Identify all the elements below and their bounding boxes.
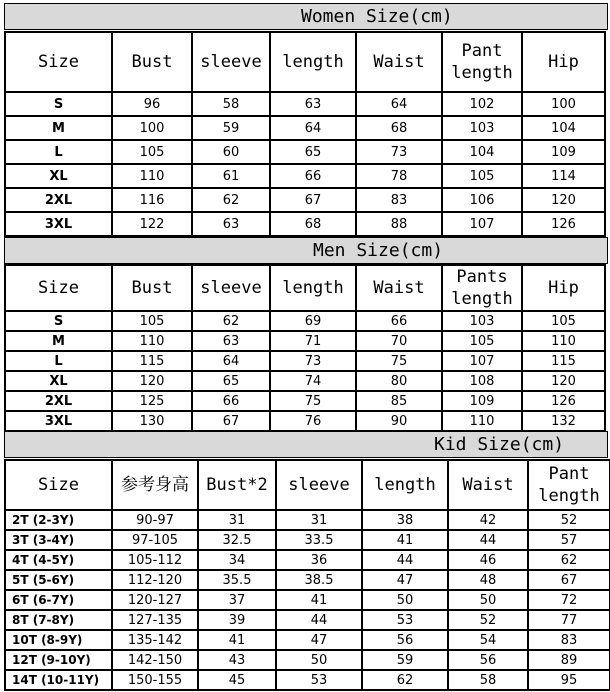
men-table-cell: 110 [522, 331, 605, 351]
men-table-cell: 120 [112, 371, 192, 391]
men-header-cell: Hip [522, 265, 605, 311]
men-table-row [5, 391, 605, 411]
men-table-cell: 62 [192, 311, 270, 331]
kid-table-cell: 95 [528, 670, 610, 690]
kid-table-cell: 35.5 [198, 570, 276, 590]
men-table-cell: 74 [270, 371, 356, 391]
women-table-cell: 73 [356, 140, 442, 164]
kid-size-label: 10T (8-9Y) [5, 630, 112, 650]
kid-table-cell: 34 [198, 550, 276, 570]
kid-table-cell: 112-120 [112, 570, 198, 590]
kid-table-cell: 59 [362, 650, 448, 670]
women-size-label: XL [5, 164, 112, 188]
kid-table-cell: 41 [362, 530, 448, 550]
women-table-cell: 78 [356, 164, 442, 188]
kid-header-cell: Bust*2 [198, 460, 276, 510]
men-size-label: 3XL [5, 411, 112, 431]
women-table-cell: 126 [522, 212, 605, 236]
women-table-cell: 63 [270, 92, 356, 116]
men-size-label: S [5, 311, 112, 331]
kid-table-row [5, 570, 610, 590]
kid-table-cell: 32.5 [198, 530, 276, 550]
men-table-cell: 115 [112, 351, 192, 371]
kid-table-cell: 41 [276, 590, 362, 610]
men-table-row [5, 371, 605, 391]
men-table-cell: 75 [270, 391, 356, 411]
men-size-label: L [5, 351, 112, 371]
women-section-title [4, 3, 608, 30]
men-table-cell: 125 [112, 391, 192, 411]
kid-table-cell: 135-142 [112, 630, 198, 650]
women-table-row [5, 164, 605, 188]
women-size-label: 2XL [5, 188, 112, 212]
kid-table-cell: 31 [276, 510, 362, 530]
women-table-cell: 100 [112, 116, 192, 140]
kid-table-cell: 47 [276, 630, 362, 650]
kid-title-text: Kid Size(cm) [434, 434, 565, 455]
kid-table-cell: 37 [198, 590, 276, 610]
women-table-cell: 122 [112, 212, 192, 236]
men-table-row [5, 351, 605, 371]
kid-table-cell: 150-155 [112, 670, 198, 690]
men-table-cell: 71 [270, 331, 356, 351]
men-header-cell: length [270, 265, 356, 311]
men-header-cell: Size [5, 265, 112, 311]
kid-size-label: 6T (6-7Y) [5, 590, 112, 610]
women-size-label: 3XL [5, 212, 112, 236]
women-table-cell: 60 [192, 140, 270, 164]
men-table-cell: 76 [270, 411, 356, 431]
men-table-cell: 109 [442, 391, 522, 411]
kid-table-cell: 105-112 [112, 550, 198, 570]
men-table-cell: 130 [112, 411, 192, 431]
men-table-cell: 105 [522, 311, 605, 331]
women-title-text: Women Size(cm) [301, 6, 453, 27]
men-table-cell: 73 [270, 351, 356, 371]
men-table-cell: 115 [522, 351, 605, 371]
kid-header-cell: Size [5, 460, 112, 510]
kid-size-label: 3T (3-4Y) [5, 530, 112, 550]
kid-table-cell: 52 [448, 610, 528, 630]
women-table-cell: 104 [442, 140, 522, 164]
women-table-cell: 58 [192, 92, 270, 116]
kid-table-row [5, 650, 610, 670]
kid-table-cell: 142-150 [112, 650, 198, 670]
kid-table-cell: 38 [362, 510, 448, 530]
women-table-cell: 63 [192, 212, 270, 236]
kid-table-cell: 56 [448, 650, 528, 670]
kid-table-cell: 67 [528, 570, 610, 590]
kid-table-cell: 72 [528, 590, 610, 610]
kid-table-row [5, 630, 610, 650]
women-table-cell: 96 [112, 92, 192, 116]
kid-table-cell: 36 [276, 550, 362, 570]
women-size-label: S [5, 92, 112, 116]
kid-table-cell: 45 [198, 670, 276, 690]
men-table-cell: 67 [192, 411, 270, 431]
kid-table-cell: 41 [198, 630, 276, 650]
women-table-cell: 100 [522, 92, 605, 116]
kid-table-cell: 50 [362, 590, 448, 610]
kid-header-cell: Waist [448, 460, 528, 510]
women-header-cell: Waist [356, 32, 442, 92]
women-table-cell: 106 [442, 188, 522, 212]
men-table-cell: 103 [442, 311, 522, 331]
kid-table-row [5, 510, 610, 530]
women-table-cell: 102 [442, 92, 522, 116]
men-table-cell: 126 [522, 391, 605, 411]
men-size-table [4, 264, 606, 432]
men-table-cell: 69 [270, 311, 356, 331]
kid-table-cell: 39 [198, 610, 276, 630]
men-title-text: Men Size(cm) [313, 240, 444, 261]
men-table-cell: 66 [192, 391, 270, 411]
kid-table-cell: 62 [362, 670, 448, 690]
women-table-cell: 104 [522, 116, 605, 140]
kid-table-cell: 38.5 [276, 570, 362, 590]
men-table-cell: 105 [442, 331, 522, 351]
men-size-label: M [5, 331, 112, 351]
men-table-cell: 65 [192, 371, 270, 391]
women-table-cell: 66 [270, 164, 356, 188]
women-table-cell: 62 [192, 188, 270, 212]
kid-size-label: 8T (7-8Y) [5, 610, 112, 630]
kid-table-row [5, 550, 610, 570]
men-table-cell: 64 [192, 351, 270, 371]
men-table-row [5, 311, 605, 331]
men-table-row [5, 331, 605, 351]
women-table-row [5, 116, 605, 140]
kid-table-cell: 120-127 [112, 590, 198, 610]
women-table-cell: 59 [192, 116, 270, 140]
women-table-row [5, 140, 605, 164]
women-table-cell: 105 [112, 140, 192, 164]
men-header-cell: Waist [356, 265, 442, 311]
kid-table-cell: 53 [276, 670, 362, 690]
kid-table-cell: 54 [448, 630, 528, 650]
women-table-cell: 107 [442, 212, 522, 236]
men-table-cell: 63 [192, 331, 270, 351]
women-size-label: L [5, 140, 112, 164]
kid-table-cell: 44 [276, 610, 362, 630]
men-table-cell: 75 [356, 351, 442, 371]
kid-table-cell: 53 [362, 610, 448, 630]
men-header-cell: Pants length [442, 265, 522, 311]
women-table-cell: 114 [522, 164, 605, 188]
kid-size-label: 14T (10-11Y) [5, 670, 112, 690]
women-header-cell: Pant length [442, 32, 522, 92]
kid-table-row [5, 590, 610, 610]
women-table-cell: 109 [522, 140, 605, 164]
women-header-cell: sleeve [192, 32, 270, 92]
kid-table-cell: 77 [528, 610, 610, 630]
kid-header-cell: 参考身高 [112, 460, 198, 510]
kid-table-cell: 47 [362, 570, 448, 590]
kid-table-cell: 33.5 [276, 530, 362, 550]
women-table-cell: 61 [192, 164, 270, 188]
kid-table-cell: 57 [528, 530, 610, 550]
men-table-cell: 107 [442, 351, 522, 371]
women-table-cell: 116 [112, 188, 192, 212]
kid-table-cell: 62 [528, 550, 610, 570]
women-table-row [5, 212, 605, 236]
kid-table-cell: 42 [448, 510, 528, 530]
kid-table-row [5, 530, 610, 550]
women-table-cell: 64 [356, 92, 442, 116]
kid-section-title [4, 431, 608, 458]
kid-table-row [5, 670, 610, 690]
men-table-cell: 80 [356, 371, 442, 391]
kid-table-cell: 43 [198, 650, 276, 670]
women-size-label: M [5, 116, 112, 140]
kid-header-cell: sleeve [276, 460, 362, 510]
women-table-cell: 83 [356, 188, 442, 212]
women-header-cell: Bust [112, 32, 192, 92]
men-table-cell: 108 [442, 371, 522, 391]
men-table-cell: 120 [522, 371, 605, 391]
kid-size-table [4, 459, 610, 691]
men-section-title [4, 237, 608, 264]
women-table-cell: 105 [442, 164, 522, 188]
kid-header-cell: length [362, 460, 448, 510]
kid-table-row [5, 610, 610, 630]
women-table-cell: 68 [270, 212, 356, 236]
men-table-cell: 110 [442, 411, 522, 431]
women-header-cell: length [270, 32, 356, 92]
kid-table-cell: 31 [198, 510, 276, 530]
men-table-row [5, 411, 605, 431]
men-size-label: XL [5, 371, 112, 391]
kid-table-cell: 44 [362, 550, 448, 570]
kid-size-label: 4T (4-5Y) [5, 550, 112, 570]
kid-table-cell: 50 [276, 650, 362, 670]
men-table-cell: 105 [112, 311, 192, 331]
women-header-cell: Size [5, 32, 112, 92]
men-table-cell: 85 [356, 391, 442, 411]
women-table-cell: 120 [522, 188, 605, 212]
kid-table-cell: 127-135 [112, 610, 198, 630]
men-size-label: 2XL [5, 391, 112, 411]
men-header-row [5, 265, 605, 311]
women-header-cell: Hip [522, 32, 605, 92]
kid-table-cell: 44 [448, 530, 528, 550]
kid-size-label: 12T (9-10Y) [5, 650, 112, 670]
men-header-cell: Bust [112, 265, 192, 311]
kid-table-cell: 97-105 [112, 530, 198, 550]
men-header-cell: sleeve [192, 265, 270, 311]
men-table-cell: 70 [356, 331, 442, 351]
kid-table-cell: 56 [362, 630, 448, 650]
men-table-cell: 90 [356, 411, 442, 431]
kid-header-cell: Pant length [528, 460, 610, 510]
women-table-cell: 88 [356, 212, 442, 236]
men-table-cell: 110 [112, 331, 192, 351]
kid-table-cell: 58 [448, 670, 528, 690]
kid-size-label: 2T (2-3Y) [5, 510, 112, 530]
men-table-cell: 132 [522, 411, 605, 431]
women-size-table [4, 31, 606, 237]
kid-table-cell: 46 [448, 550, 528, 570]
kid-table-cell: 89 [528, 650, 610, 670]
kid-table-cell: 90-97 [112, 510, 198, 530]
kid-table-cell: 50 [448, 590, 528, 610]
women-table-cell: 65 [270, 140, 356, 164]
women-table-cell: 68 [356, 116, 442, 140]
men-table-cell: 66 [356, 311, 442, 331]
kid-size-label: 5T (5-6Y) [5, 570, 112, 590]
kid-table-cell: 48 [448, 570, 528, 590]
women-table-cell: 64 [270, 116, 356, 140]
kid-header-row [5, 460, 610, 510]
kid-table-cell: 52 [528, 510, 610, 530]
women-header-row [5, 32, 605, 92]
women-table-row [5, 92, 605, 116]
women-table-cell: 110 [112, 164, 192, 188]
kid-table-cell: 83 [528, 630, 610, 650]
women-table-cell: 67 [270, 188, 356, 212]
women-table-row [5, 188, 605, 212]
women-table-cell: 103 [442, 116, 522, 140]
